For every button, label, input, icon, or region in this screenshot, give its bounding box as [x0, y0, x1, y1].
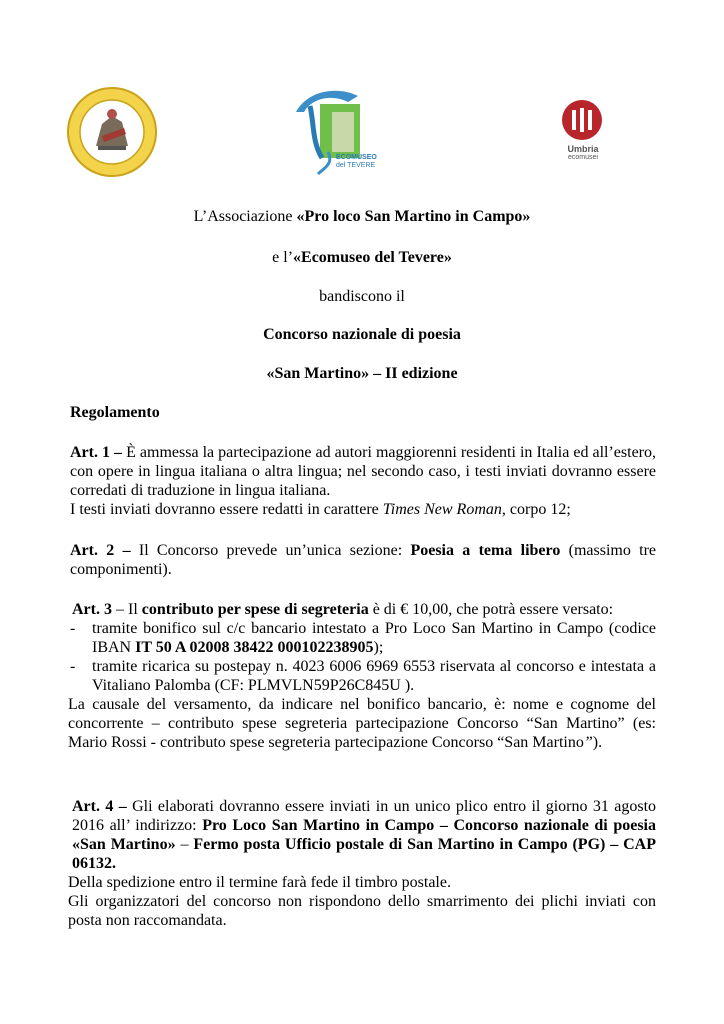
- art4-label: Art. 4 –: [72, 798, 127, 815]
- umbria-ecomusei-logo: [560, 98, 604, 142]
- art2-text-b: (massimo tre componimenti).: [70, 542, 657, 578]
- art4-text-a: Gli elaborati dovranno essere inviati in un unico plico entro il giorno 31 agosto 2016 all’ indirizzo:: [72, 798, 657, 834]
- art4-fermo-posta: Fermo posta Ufficio postale di San Martino in Campo (PG) – CAP 06132.: [72, 836, 656, 872]
- art3-fee-label: contributo per spese di segreteria: [141, 601, 369, 618]
- causale-end: ).: [592, 734, 603, 751]
- contest-edition: «San Martino» – II edizione: [266, 365, 458, 382]
- bonifico-text-b: );: [373, 639, 384, 656]
- ecomuseo-logo-text: [336, 154, 396, 170]
- causale-quote: ”: [583, 734, 593, 751]
- art1-text: È ammessa la partecipazione ad autori maggiorenni residenti in Italia ed all’estero, con opere in lingua italiana o altra lingua; nel secondo caso, i testi inviati dovranno essere corredati di traduzione in lingua italiana.: [70, 444, 657, 499]
- art2-label: Art. 2 –: [70, 542, 131, 559]
- pro-loco-name: «Pro loco San Martino in Campo»: [296, 208, 531, 225]
- regolamento-heading: Regolamento: [70, 404, 160, 421]
- article-1: [70, 443, 656, 519]
- payment-method-bonifico: [70, 619, 656, 657]
- umbria-logo-line2: ecomusei: [568, 154, 598, 161]
- art1-label: Art. 1 –: [70, 444, 123, 461]
- umbria-logo-line1: Umbria: [567, 144, 599, 154]
- postepay-text: tramite ricarica su postepay n. 4023 6006 6969 6553 riservata al concorso e intestata a Vitaliano Palomba (CF: PLMVLN59P26C845U ).: [92, 658, 656, 694]
- ecomuseo-logo-line2: del TEVERE: [336, 162, 376, 169]
- header-line-3: bandiscono il: [319, 288, 405, 305]
- umbria-logo-text: [558, 144, 608, 161]
- art4-address: Pro Loco San Martino in Campo – Concorso nazionale di poesia «San Martino»: [72, 817, 656, 853]
- causale-text: La causale del versamento, da indicare nel bonifico bancario, è: nome e cognome del concorrente – contributo spese segreteria partecipazione Concorso “San Martino” (es: Mario Rossi - contributo spese segreteria partecipazione Concorso “San Martino: [68, 696, 656, 751]
- iban-code: IT 50 A 02008 38422 000102238905: [135, 639, 374, 656]
- art4-disclaimer: Gli organizzatori del concorso non rispondono dello smarrimento dei plichi inviati con posta non raccomandata.: [68, 893, 656, 929]
- payment-method-postepay: [70, 657, 656, 695]
- ecomuseo-prefix: e l’: [272, 249, 294, 266]
- bonifico-text-a: tramite bonifico sul c/c bancario intestato a Pro Loco San Martino in Campo (codice IBAN: [92, 620, 656, 656]
- art4-postmark-note: Della spedizione entro il termine farà fede il timbro postale.: [68, 874, 451, 891]
- art1-font-name: Times New Roman: [382, 501, 502, 518]
- list-dash: -: [70, 658, 76, 675]
- article-3: [68, 600, 656, 752]
- art3-label: Art. 3: [72, 601, 112, 618]
- payment-methods-list: [70, 619, 656, 695]
- list-dash: -: [70, 620, 76, 637]
- ecomuseo-name: «Ecomuseo del Tevere»: [293, 249, 452, 266]
- art2-text-a: Il Concorso prevede un’unica sezione:: [130, 542, 411, 559]
- article-4: [70, 797, 656, 930]
- association-prefix: L’Associazione: [193, 208, 297, 225]
- header-line-1: [0, 208, 724, 226]
- article-2: [70, 541, 656, 579]
- art2-section: Poesia a tema libero: [410, 542, 561, 559]
- art4-text-b: –: [175, 836, 194, 853]
- art1-line2-a: I testi inviati dovranno essere redatti in carattere: [70, 501, 383, 518]
- pro-loco-logo: [66, 86, 158, 178]
- contest-title: Concorso nazionale di poesia: [263, 326, 461, 343]
- art3-text-b: è di € 10,00, che potrà essere versato:: [368, 601, 614, 618]
- ecomuseo-logo-line1: ECOMUSEO: [336, 154, 377, 161]
- art3-text-a: – Il: [111, 601, 142, 618]
- art1-line2-b: , corpo 12;: [501, 501, 571, 518]
- header-line-2: [0, 249, 724, 267]
